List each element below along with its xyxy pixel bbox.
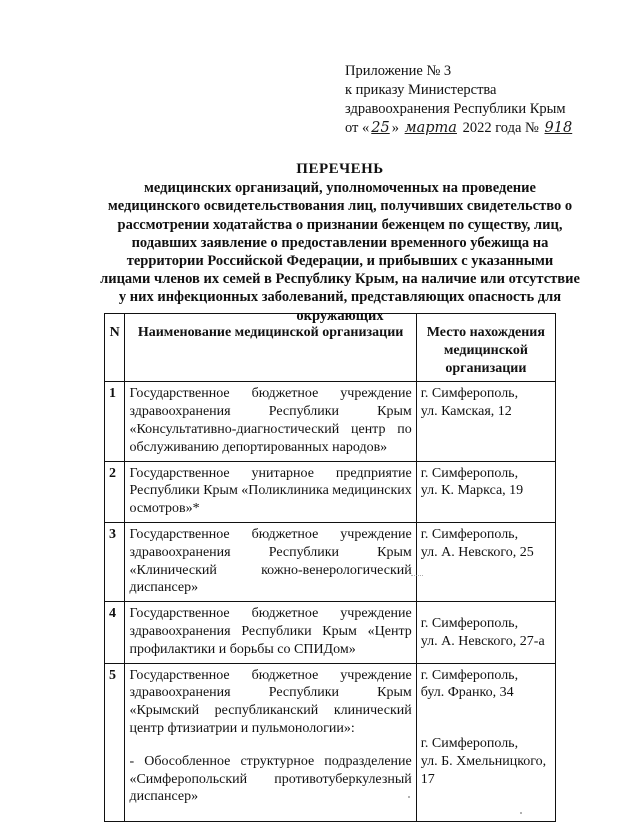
scan-speck bbox=[520, 812, 522, 814]
header-location: Место нахождения медицинской организации bbox=[416, 314, 555, 382]
org-location bbox=[416, 663, 555, 821]
org-name: Государственное бюджетное учреждение здравоохранения Республики Крым «Консультативно-диагностический центр по обслуживанию депортированных народов» bbox=[125, 382, 416, 461]
org-main-name: Государственное бюджетное учреждение здравоохранения Республики Крым «Крымский республиканский клинический центр фтизиатрии и пульмонологии»: bbox=[129, 667, 412, 736]
date-month: марта bbox=[404, 120, 457, 136]
row-number: 2 bbox=[105, 461, 125, 522]
org-location bbox=[416, 382, 555, 461]
org-city: г. Симферополь, bbox=[420, 616, 519, 632]
appendix-block bbox=[345, 62, 605, 138]
org-city: г. Симферополь, bbox=[420, 526, 519, 542]
appendix-date-line bbox=[345, 119, 605, 138]
order-number: 918 bbox=[544, 120, 573, 136]
sub-street: ул. Б. Хмельницкого, 17 bbox=[420, 753, 547, 787]
organizations-table bbox=[104, 313, 556, 822]
org-street: бул. Франко, 34 bbox=[420, 685, 514, 701]
org-name: Государственное бюджетное учреждение здравоохранения Республики Крым «Центр профилактики и борьбы со СПИДом» bbox=[125, 602, 416, 663]
appendix-line-3: здравоохранения Республики Крым bbox=[345, 101, 566, 117]
header-name: Наименование медицинской организации bbox=[125, 314, 416, 382]
row-number: 3 bbox=[105, 522, 125, 601]
date-day: 25 bbox=[371, 120, 390, 136]
title-heading: ПЕРЕЧЕНЬ bbox=[296, 161, 384, 177]
row-number: 5 bbox=[105, 663, 125, 821]
org-name: Государственное унитарное предприятие Республики Крым «Поликлиника медицинских осмотров»* bbox=[125, 461, 416, 522]
org-location bbox=[416, 522, 555, 601]
org-city: г. Симферополь, bbox=[420, 386, 519, 402]
scan-speck bbox=[408, 796, 410, 798]
org-city: г. Симферополь, bbox=[420, 465, 519, 481]
table-header-row bbox=[105, 314, 556, 382]
table-row bbox=[105, 663, 556, 821]
appendix-line-2: к приказу Министерства bbox=[345, 82, 497, 98]
date-year: 2022 года № bbox=[462, 120, 539, 136]
table-row bbox=[105, 382, 556, 461]
header-n: N bbox=[105, 314, 125, 382]
title-text: медицинских организаций, уполномоченных на проведение медицинского освидетельствования лиц, получивших свидетельство о рассмотрении ходатайства о признании беженцем по существу, лиц, подавших заявление о предоставлении временного убежища на территории Российской Федерации, и прибывших с указанными лицами членов их семей в Республику Крым, на наличие или отсутствие у них инфекционных заболеваний, представляющих опасность для окружающих bbox=[100, 180, 580, 324]
sub-city: г. Симферополь, bbox=[420, 736, 519, 752]
org-sub-name: - Обособленное структурное подразделение «Симферопольский противотуберкулезный диспансер» bbox=[129, 753, 412, 805]
org-street: ул. А. Невского, 27-а bbox=[420, 633, 545, 649]
org-name: Государственное бюджетное учреждение здравоохранения Республики Крым «Клинический кожно-венерологический диспансер» bbox=[125, 522, 416, 601]
table-row bbox=[105, 522, 556, 601]
row-number: 4 bbox=[105, 602, 125, 663]
org-city: г. Симферополь, bbox=[420, 667, 519, 683]
scan-mark bbox=[411, 567, 423, 576]
row-number: 1 bbox=[105, 382, 125, 461]
org-street: ул. А. Невского, 25 bbox=[420, 544, 534, 560]
org-name bbox=[125, 663, 416, 821]
org-location bbox=[416, 602, 555, 663]
table-row bbox=[105, 602, 556, 663]
table-row bbox=[105, 461, 556, 522]
org-street: ул. Камская, 12 bbox=[420, 404, 512, 420]
document-title bbox=[100, 160, 580, 325]
appendix-line-1: Приложение № 3 bbox=[345, 63, 452, 79]
date-close-quote: » bbox=[391, 120, 399, 136]
org-street: ул. К. Маркса, 19 bbox=[420, 483, 524, 499]
date-prefix: от « bbox=[345, 120, 370, 136]
org-location bbox=[416, 461, 555, 522]
